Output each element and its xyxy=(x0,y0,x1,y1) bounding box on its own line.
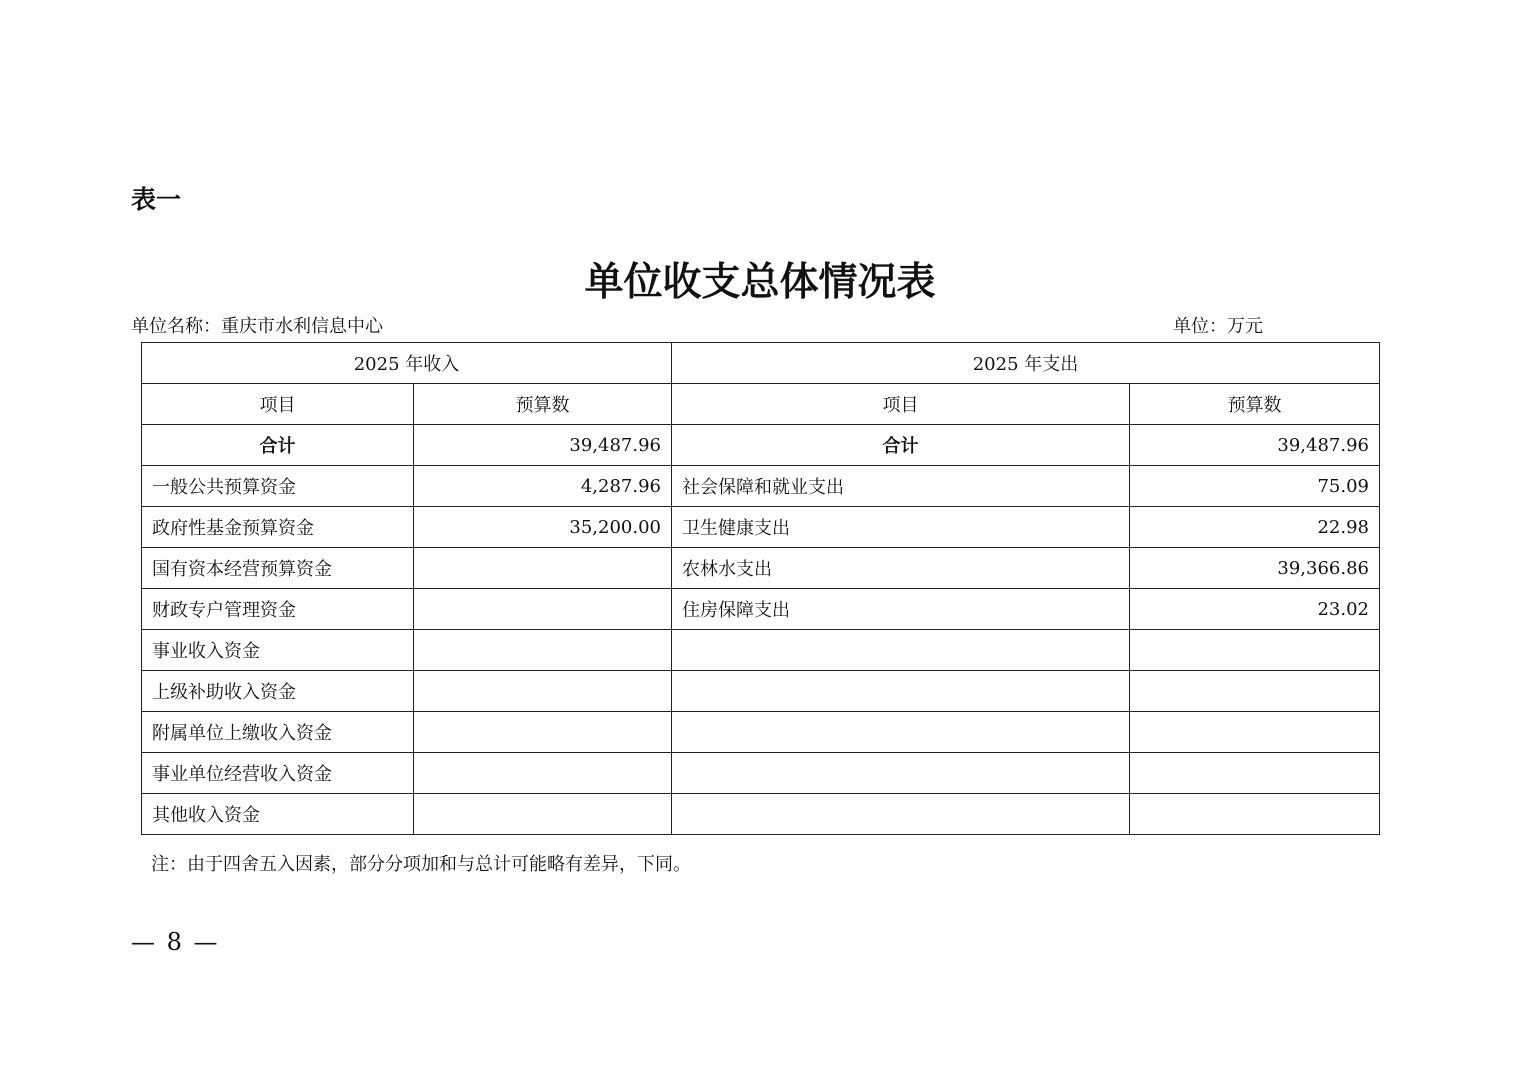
expense-year-header: 2025 年支出 xyxy=(672,343,1380,384)
income-total-label: 合计 xyxy=(142,425,414,466)
expense-value: 22.98 xyxy=(1130,507,1380,548)
income-value xyxy=(414,630,672,671)
expense-item: 住房保障支出 xyxy=(672,589,1130,630)
income-value xyxy=(414,671,672,712)
total-row xyxy=(142,425,1380,466)
table-row xyxy=(142,671,1380,712)
table-row xyxy=(142,794,1380,835)
expense-value xyxy=(1130,794,1380,835)
page-number: — 8 — xyxy=(131,928,220,956)
table-row xyxy=(142,712,1380,753)
expense-value xyxy=(1130,671,1380,712)
income-item: 国有资本经营预算资金 xyxy=(142,548,414,589)
table-row xyxy=(142,507,1380,548)
expense-item xyxy=(672,794,1130,835)
income-total-value: 39,487.96 xyxy=(414,425,672,466)
income-value xyxy=(414,794,672,835)
footnote: 注：由于四舍五入因素，部分分项加和与总计可能略有差异，下同。 xyxy=(151,854,691,875)
table-label: 表一 xyxy=(131,185,182,214)
income-item: 事业单位经营收入资金 xyxy=(142,753,414,794)
income-item: 事业收入资金 xyxy=(142,630,414,671)
income-year-header: 2025 年收入 xyxy=(142,343,672,384)
expense-budget-header: 预算数 xyxy=(1130,384,1380,425)
income-value: 4,287.96 xyxy=(414,466,672,507)
expense-item xyxy=(672,712,1130,753)
income-value: 35,200.00 xyxy=(414,507,672,548)
unit-name: 单位名称：重庆市水利信息中心 xyxy=(131,316,383,337)
header-row-columns xyxy=(142,384,1380,425)
expense-total-value: 39,487.96 xyxy=(1130,425,1380,466)
table-row xyxy=(142,630,1380,671)
expense-value: 39,366.86 xyxy=(1130,548,1380,589)
expense-item: 农林水支出 xyxy=(672,548,1130,589)
income-item: 其他收入资金 xyxy=(142,794,414,835)
expense-total-label: 合计 xyxy=(672,425,1130,466)
income-item: 财政专户管理资金 xyxy=(142,589,414,630)
expense-value: 75.09 xyxy=(1130,466,1380,507)
table-row xyxy=(142,753,1380,794)
expense-item: 社会保障和就业支出 xyxy=(672,466,1130,507)
income-item-header: 项目 xyxy=(142,384,414,425)
table-row xyxy=(142,589,1380,630)
table-row xyxy=(142,466,1380,507)
income-item: 一般公共预算资金 xyxy=(142,466,414,507)
expense-item-header: 项目 xyxy=(672,384,1130,425)
expense-value: 23.02 xyxy=(1130,589,1380,630)
expense-value xyxy=(1130,712,1380,753)
expense-item xyxy=(672,753,1130,794)
income-value xyxy=(414,753,672,794)
page-title: 单位收支总体情况表 xyxy=(584,259,936,305)
expense-item xyxy=(672,671,1130,712)
header-row-year xyxy=(142,343,1380,384)
table-row xyxy=(142,548,1380,589)
income-value xyxy=(414,712,672,753)
income-value xyxy=(414,589,672,630)
income-item: 上级补助收入资金 xyxy=(142,671,414,712)
unit-label: 单位：万元 xyxy=(1173,316,1263,337)
income-item: 附属单位上缴收入资金 xyxy=(142,712,414,753)
expense-item xyxy=(672,630,1130,671)
income-value xyxy=(414,548,672,589)
income-budget-header: 预算数 xyxy=(414,384,672,425)
income-item: 政府性基金预算资金 xyxy=(142,507,414,548)
budget-table xyxy=(141,342,1380,835)
expense-item: 卫生健康支出 xyxy=(672,507,1130,548)
expense-value xyxy=(1130,630,1380,671)
expense-value xyxy=(1130,753,1380,794)
